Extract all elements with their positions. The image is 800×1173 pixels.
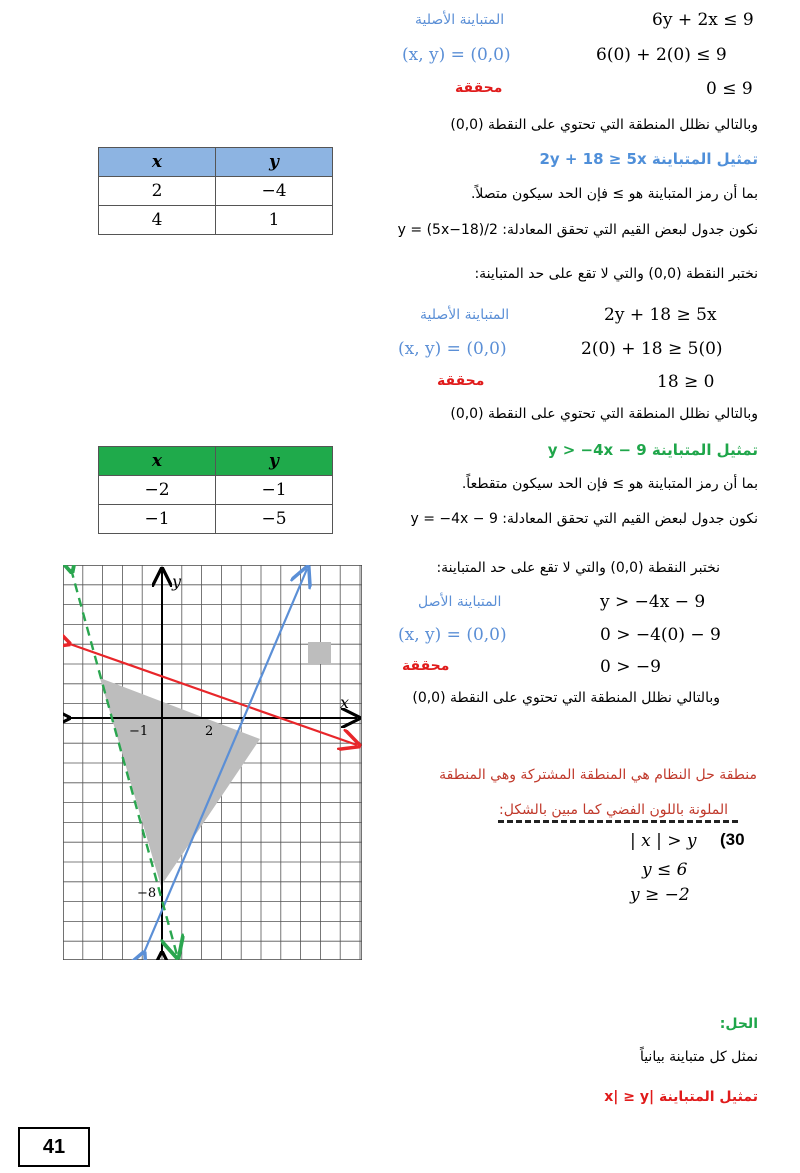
table-xy-2 xyxy=(98,446,333,534)
page-number: 41 xyxy=(18,1127,90,1167)
b1-label3: محققة xyxy=(455,80,503,96)
coordinate-graph xyxy=(63,565,362,960)
b3-label3: محققة xyxy=(402,658,450,674)
y-axis-label: y xyxy=(172,572,182,591)
table-row xyxy=(99,476,333,505)
problem-ineq1: | x | > y xyxy=(630,831,697,851)
solution-text: نمثل كل متباينة بيانياً xyxy=(639,1049,758,1065)
b1-label2: (x, y) = (0,0) xyxy=(402,45,511,65)
table-row xyxy=(99,206,333,235)
b1-conclusion: وبالتالي نظلل المنطقة التي تحتوي على النقطة (0,0) xyxy=(450,117,758,133)
problem-number: (30 xyxy=(720,830,745,849)
problem-ineq3: y ≥ −2 xyxy=(630,885,690,905)
b2-label2: (x, y) = (0,0) xyxy=(398,339,507,359)
solution-note-line2: الملونة باللون الفضي كما مبين بالشكل: xyxy=(499,802,728,818)
table1-cell: 1 xyxy=(216,206,333,235)
solution-graph-title: تمثيل المتباينة |x| ≥ y xyxy=(604,1089,758,1105)
b3-ineq3: 0 > −9 xyxy=(600,657,661,677)
tick-label-neg1: −1 xyxy=(129,724,149,739)
x-axis-label: x xyxy=(340,693,350,712)
table1-cell: 2 xyxy=(99,177,216,206)
table2-cell: −1 xyxy=(99,505,216,534)
b3-ineq1: y > −4x − 9 xyxy=(600,592,706,612)
b2-ineq2: 2(0) + 18 ≥ 5(0) xyxy=(581,339,723,359)
b3-note3: نختبر النقطة (0,0) والتي لا تقع على حد المتباينة: xyxy=(436,560,720,576)
tick-label-2: 2 xyxy=(205,724,214,739)
solution-note-line1: منطقة حل النظام هي المنطقة المشتركة وهي المنطقة xyxy=(439,767,757,783)
tick-label-neg8: −8 xyxy=(137,886,157,901)
b2-note2: نكون جدول لبعض القيم التي تحقق المعادلة: y = (5x−18)/2 xyxy=(397,222,758,238)
b2-note3: نختبر النقطة (0,0) والتي لا تقع على حد المتباينة: xyxy=(474,266,758,282)
b2-note1: بما أن رمز المتباينة هو ≥ فإن الحد سيكون متصلاً. xyxy=(470,186,758,202)
table2-header-x: x xyxy=(99,447,216,476)
b3-title: تمثيل المتباينة y > −4x − 9 xyxy=(547,441,758,459)
b1-ineq1: 6y + 2x ≤ 9 xyxy=(652,10,754,30)
table2-cell: −2 xyxy=(99,476,216,505)
table1-header-y: y xyxy=(216,148,333,177)
b1-ineq3: 0 ≤ 9 xyxy=(706,79,753,99)
b3-label2: (x, y) = (0,0) xyxy=(398,625,507,645)
table1-cell: 4 xyxy=(99,206,216,235)
table-row xyxy=(99,177,333,206)
table2-cell: −1 xyxy=(216,476,333,505)
table2-header-y: y xyxy=(216,447,333,476)
b2-ineq1: 2y + 18 ≥ 5x xyxy=(604,305,717,325)
solution-heading: الحل: xyxy=(719,1016,758,1032)
b3-ineq2: 0 > −4(0) − 9 xyxy=(600,625,721,645)
b3-label1: المتباينة الأصل xyxy=(418,594,502,610)
b1-label1: المتباينة الأصلية xyxy=(415,12,505,28)
table1-header-x: x xyxy=(99,148,216,177)
table-row xyxy=(99,505,333,534)
b2-conclusion: وبالتالي نظلل المنطقة التي تحتوي على النقطة (0,0) xyxy=(450,406,758,422)
problem-ineq2: y ≤ 6 xyxy=(642,860,688,880)
table2-cell: −5 xyxy=(216,505,333,534)
b3-conclusion: وبالتالي نظلل المنطقة التي تحتوي على النقطة (0,0) xyxy=(412,690,720,706)
table-xy-1 xyxy=(98,147,333,235)
separator-dashes xyxy=(498,820,738,823)
table1-cell: −4 xyxy=(216,177,333,206)
b2-label1: المتباينة الأصلية xyxy=(420,307,510,323)
b2-ineq3: 18 ≥ 0 xyxy=(657,372,715,392)
b3-note1: بما أن رمز المتباينة هو ≥ فإن الحد سيكون متقطعاً. xyxy=(461,476,758,492)
b3-note2: نكون جدول لبعض القيم التي تحقق المعادلة: y = −4x − 9 xyxy=(410,511,758,527)
legend-shade-swatch xyxy=(308,642,331,664)
b2-title: تمثيل المتباينة 2y + 18 ≥ 5x xyxy=(539,150,758,168)
b2-label3: محققة xyxy=(437,373,485,389)
b1-ineq2: 6(0) + 2(0) ≤ 9 xyxy=(596,45,727,65)
